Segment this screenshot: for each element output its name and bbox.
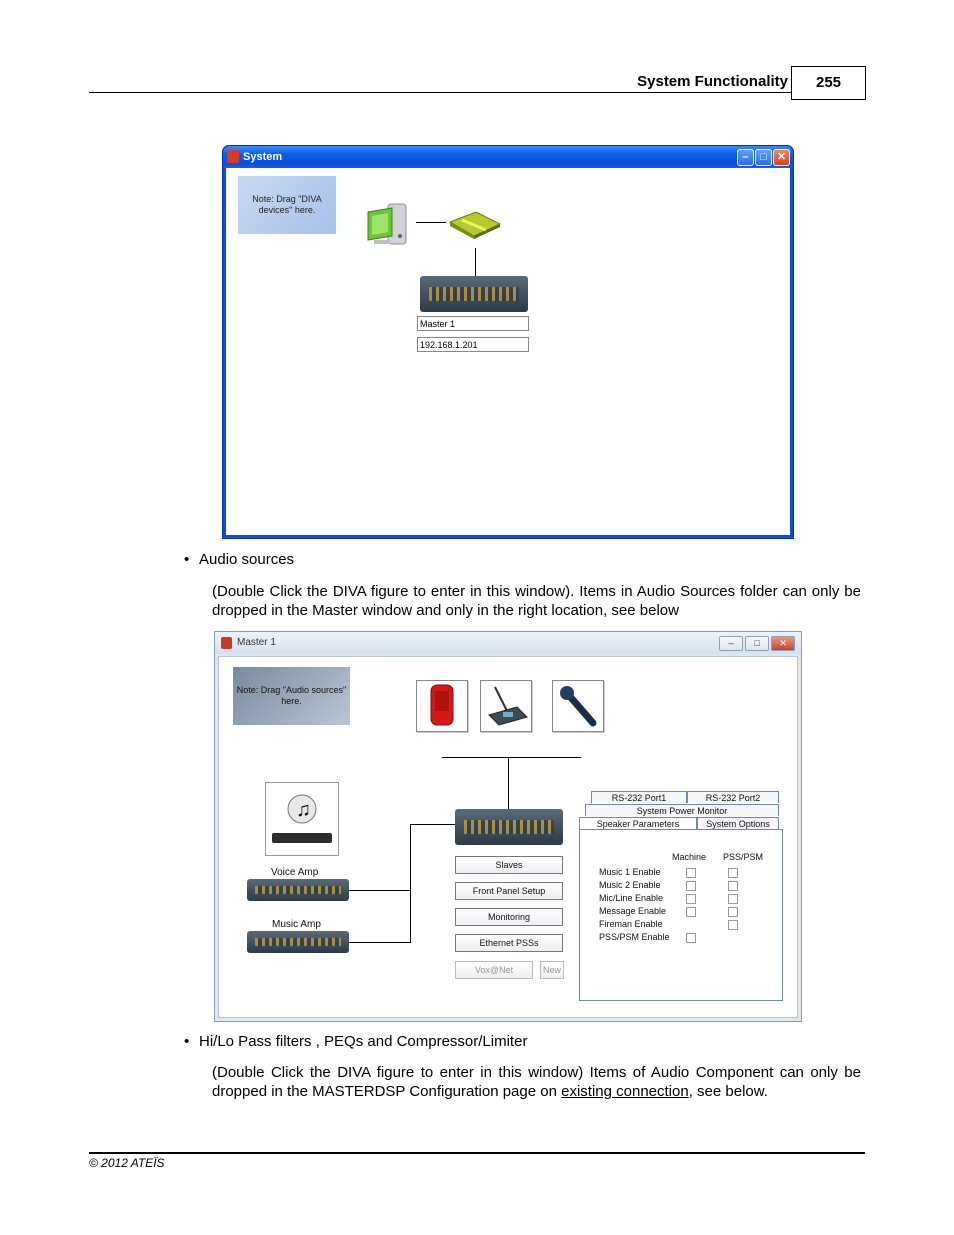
drag-note: Note: Drag "Audio sources" here. (233, 667, 350, 725)
machine-checkbox[interactable] (686, 881, 696, 891)
svg-text:♫: ♫ (296, 799, 311, 821)
connector-line (349, 942, 411, 943)
header-rule (89, 92, 791, 93)
row-label: Fireman Enable (599, 919, 663, 929)
tab-rs232-port1[interactable]: RS-232 Port1 (591, 791, 687, 803)
drag-note: Note: Drag "DIVA devices" here. (238, 176, 336, 234)
pss-checkbox[interactable] (728, 881, 738, 891)
pss-checkbox[interactable] (728, 907, 738, 917)
computer-icon[interactable] (366, 200, 414, 248)
bullet-filters: • Hi/Lo Pass filters , PEQs and Compressor/Limiter (199, 1033, 527, 1050)
network-switch-icon[interactable] (446, 208, 502, 240)
copyright: © 2012 ATEÏS (89, 1156, 165, 1170)
system-window (222, 145, 794, 539)
device-name-field[interactable]: Master 1 (417, 316, 529, 331)
machine-column-header: Machine (672, 852, 707, 862)
bus-line (442, 757, 581, 758)
master-diva-icon[interactable] (455, 809, 563, 845)
close-icon[interactable]: ✕ (773, 149, 790, 166)
filters-description (212, 1063, 861, 1101)
connector-line (410, 824, 455, 825)
row-label: Mic/Line Enable (599, 893, 664, 903)
footer-rule (89, 1152, 865, 1154)
speaker-icon[interactable] (416, 680, 468, 732)
row-label: Message Enable (599, 906, 667, 916)
existing-connection-link[interactable]: existing connection (561, 1083, 689, 1100)
bullet-audio-sources: • Audio sources (199, 551, 294, 568)
master-window-titlebar[interactable] (215, 632, 801, 654)
voice-amp-icon[interactable] (247, 879, 349, 901)
tab-rs232-port2[interactable]: RS-232 Port2 (687, 791, 779, 803)
voice-amp-label: Voice Amp (271, 867, 319, 878)
speaker-parameters-panel (579, 829, 783, 1001)
new-button[interactable]: New (540, 961, 564, 979)
filters-text-before: (Double Click the DIVA figure to enter in this window) Items of Audio Component can only be dropped in the MASTERDSP Configuration page on (212, 1064, 861, 1100)
pss-column-header: PSS/PSM (723, 852, 764, 862)
audio-sources-description: (Double Click the DIVA figure to enter in this window). Items in Audio Sources folder can only be dropped in the Master window and only in the right location, see below (212, 583, 861, 619)
system-window-titlebar[interactable] (223, 146, 793, 168)
page-number: 255 (791, 66, 866, 100)
music-amp-icon[interactable] (247, 931, 349, 953)
machine-checkbox[interactable] (686, 868, 696, 878)
ethernet-psss-button[interactable]: Ethernet PSSs (455, 934, 563, 952)
section-title: System Functionality (637, 73, 788, 90)
device-ip-field[interactable]: 192.168.1.201 (417, 337, 529, 352)
close-icon[interactable]: ✕ (771, 636, 795, 651)
pss-checkbox[interactable] (728, 894, 738, 904)
paging-console-icon[interactable] (480, 680, 532, 732)
machine-checkbox[interactable] (686, 907, 696, 917)
maximize-icon[interactable]: □ (755, 149, 772, 166)
connector-line (410, 824, 411, 943)
app-icon (227, 150, 239, 163)
connector-line (349, 890, 411, 891)
minimize-icon[interactable]: – (737, 149, 754, 166)
maximize-icon[interactable]: □ (745, 636, 769, 651)
row-label: Music 1 Enable (599, 867, 661, 877)
voxnet-button[interactable]: Vox@Net (455, 961, 533, 979)
link-line (416, 222, 446, 223)
microphone-icon[interactable] (552, 680, 604, 732)
system-window-title: System (243, 151, 283, 163)
bus-line (508, 757, 509, 809)
master-window-canvas (218, 656, 798, 1018)
diva-device-icon[interactable] (420, 276, 528, 312)
tab-system-options[interactable]: System Options (697, 817, 779, 829)
monitoring-button[interactable]: Monitoring (455, 908, 563, 926)
slaves-button[interactable]: Slaves (455, 856, 563, 874)
minimize-icon[interactable]: – (719, 636, 743, 651)
tab-system-power-monitor[interactable]: System Power Monitor (585, 804, 779, 816)
system-window-canvas (226, 168, 790, 535)
pss-checkbox[interactable] (728, 920, 738, 930)
app-icon (221, 637, 232, 649)
music-source-icon[interactable] (265, 782, 339, 856)
master-window (214, 631, 802, 1022)
front-panel-setup-button[interactable]: Front Panel Setup (455, 882, 563, 900)
tab-speaker-parameters[interactable]: Speaker Parameters (579, 817, 697, 829)
music-amp-label: Music Amp (272, 919, 321, 930)
master-window-title: Master 1 (237, 637, 276, 648)
machine-checkbox[interactable] (686, 894, 696, 904)
link-line (475, 248, 476, 276)
machine-checkbox[interactable] (686, 933, 696, 943)
filters-text-after: , see below. (688, 1083, 768, 1100)
row-label: Music 2 Enable (599, 880, 661, 890)
row-label: PSS/PSM Enable (599, 932, 670, 942)
pss-checkbox[interactable] (728, 868, 738, 878)
